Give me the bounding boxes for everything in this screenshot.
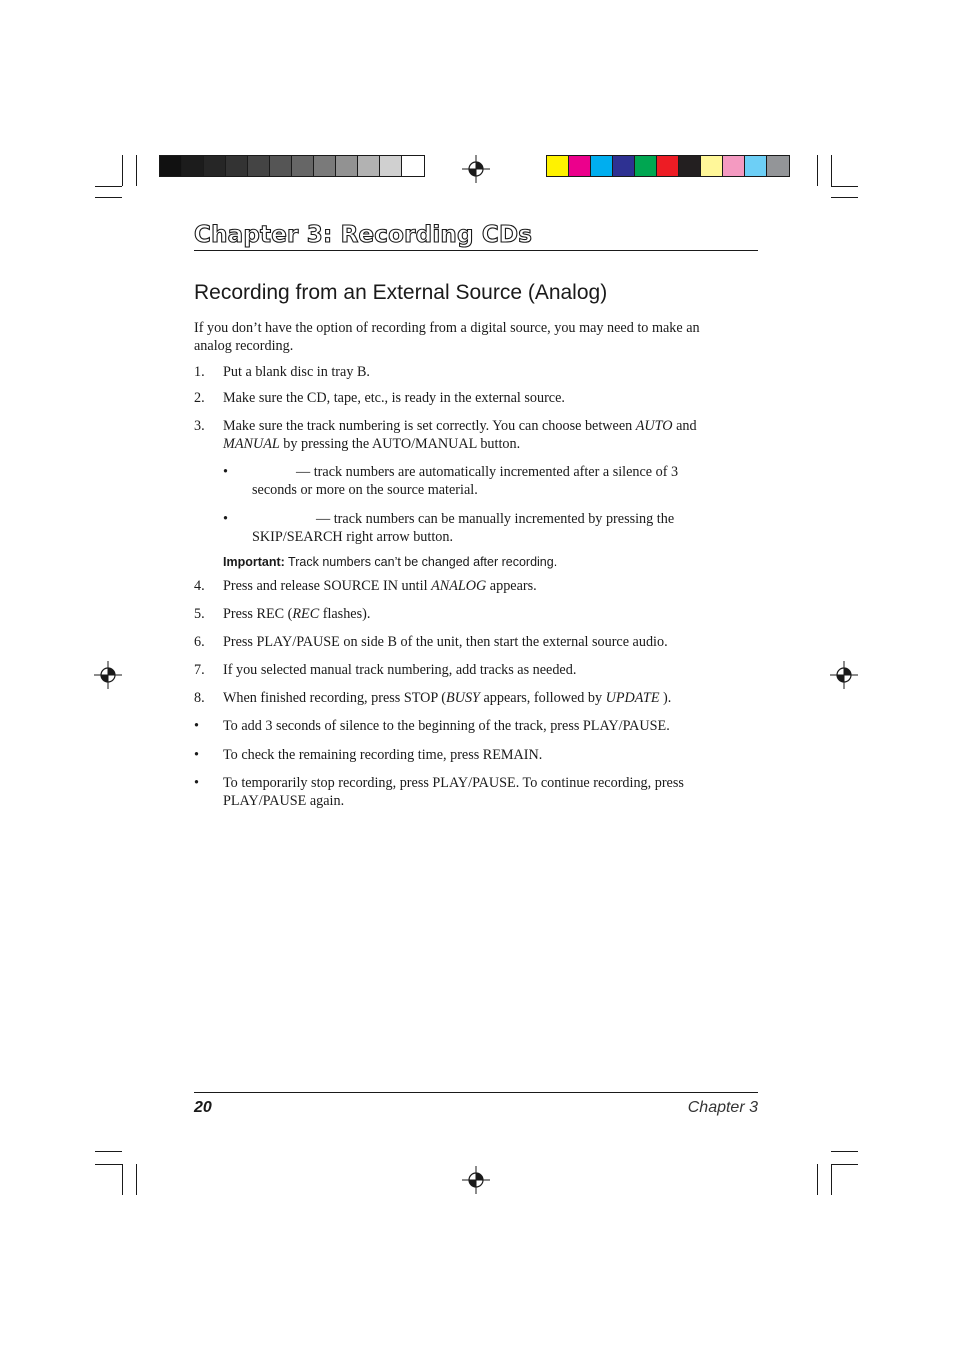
display-text-manual: MANUAL [223,436,280,452]
crop-mark [831,1151,858,1152]
page-number: 20 [194,1099,212,1116]
display-text-auto: AUTO [635,418,673,434]
bullet-mark: • [194,747,199,763]
color-swatch [160,156,182,176]
bullet-text-line: To temporarily stop recording, press PLAY/PAUSE. To continue recording, press [223,775,684,791]
color-swatch [767,156,789,176]
color-swatch [745,156,767,176]
bullet-text [252,463,722,499]
registration-target-icon [462,1166,490,1194]
color-swatch [569,156,591,176]
intro-line-1: If you don’t have the option of recording from a digital source, you may need to make an [194,320,700,336]
crop-mark [136,155,137,186]
bullet-mark: • [194,775,199,791]
step-number: 4. [194,578,205,594]
color-swatch [314,156,336,176]
section-title: Recording from an External Source (Analog) [194,281,608,304]
step-number: 1. [194,364,205,380]
step-text-part: appears, followed by [479,690,606,706]
color-swatch [701,156,723,176]
color-calibration-bar [546,155,790,177]
color-swatch [657,156,679,176]
bullet-text-line: — track numbers can be manually incremented by pressing the [316,511,675,527]
step-text: Press PLAY/PAUSE on side B of the unit, then start the external source audio. [223,634,668,650]
color-swatch [723,156,745,176]
step-text [223,417,758,453]
color-swatch [547,156,569,176]
crop-mark [95,186,122,187]
step-text-part: by pressing the AUTO/MANUAL button. [279,436,521,452]
important-label: Important: [223,555,285,569]
crop-mark [831,197,858,198]
step-number: 7. [194,662,205,678]
bullet-text-line: seconds or more on the source material. [252,482,478,498]
crop-mark [831,155,832,186]
step-number: 8. [194,690,205,706]
registration-target-icon [462,155,490,183]
step-3 [194,417,758,453]
registration-target-icon [94,661,122,689]
step-text [223,605,758,623]
bullet-text-line: SKIP/SEARCH right arrow button. [252,529,453,545]
grayscale-calibration-bar [159,155,425,177]
important-text: Track numbers can’t be changed after recording. [284,555,558,569]
bullet-text: To check the remaining recording time, press REMAIN. [223,747,543,763]
step-number: 5. [194,606,205,622]
step-number: 2. [194,390,205,406]
crop-mark [817,1164,818,1195]
registration-target-icon [830,661,858,689]
color-swatch [248,156,270,176]
color-swatch [402,156,424,176]
manual-mode-bullet [223,510,723,546]
step-text-part: Press and release SOURCE IN until [223,578,432,594]
step-text-part: When finished recording, press STOP ( [223,690,447,706]
color-swatch [336,156,358,176]
step-number: 3. [194,418,205,434]
step-text: If you selected manual track numbering, add tracks as needed. [223,662,577,678]
bullet-text [252,510,722,546]
step-text [223,577,758,595]
display-text-update: UPDATE [605,690,660,706]
color-swatch [182,156,204,176]
color-swatch [358,156,380,176]
step-text-part: appears. [486,578,537,594]
step-text-part: Press REC ( [223,606,293,622]
bullet-text: To add 3 seconds of silence to the beginning of the track, press PLAY/PAUSE. [223,718,670,734]
color-swatch [591,156,613,176]
step-number: 6. [194,634,205,650]
step-text-part: flashes). [319,606,371,622]
bullet-mark: • [223,464,228,480]
step-text [223,689,758,707]
step-text-part: ). [659,690,672,706]
color-swatch [292,156,314,176]
chapter-heading: Chapter 3: Recording CDs [194,222,758,251]
display-text-busy: BUSY [446,690,480,706]
step-text: Put a blank disc in tray B. [223,364,370,380]
footer-chapter-label: Chapter 3 [687,1099,758,1116]
color-swatch [204,156,226,176]
color-swatch [380,156,402,176]
step-text: Make sure the CD, tape, etc., is ready in the external source. [223,390,565,406]
display-text-analog: ANALOG [431,578,487,594]
crop-mark [136,1164,137,1195]
auto-mode-bullet [223,463,723,499]
bullet-text [223,774,758,810]
crop-mark [831,186,858,187]
crop-mark [95,1151,122,1152]
intro-line-2: analog recording. [194,338,294,354]
bullet-mark: • [223,511,228,527]
crop-mark [95,1164,122,1165]
color-swatch [613,156,635,176]
bullet-text-line: — track numbers are automatically incremented after a silence of 3 [296,464,679,480]
crop-mark [817,155,818,186]
step-text-part: Make sure the track numbering is set correctly. You can choose between [223,418,636,434]
bullet-mark: • [194,718,199,734]
color-swatch [270,156,292,176]
tip-bullet-3 [194,774,758,810]
crop-mark [122,155,123,186]
crop-mark [95,197,122,198]
footer-rule [194,1092,758,1093]
step-text-part: and [672,418,697,434]
color-swatch [635,156,657,176]
crop-mark [831,1164,832,1195]
display-text-rec: REC [292,606,320,622]
crop-mark [122,1164,123,1195]
crop-mark [831,1164,858,1165]
bullet-text-line: PLAY/PAUSE again. [223,793,345,809]
important-note [223,555,557,569]
color-swatch [226,156,248,176]
color-swatch [679,156,701,176]
